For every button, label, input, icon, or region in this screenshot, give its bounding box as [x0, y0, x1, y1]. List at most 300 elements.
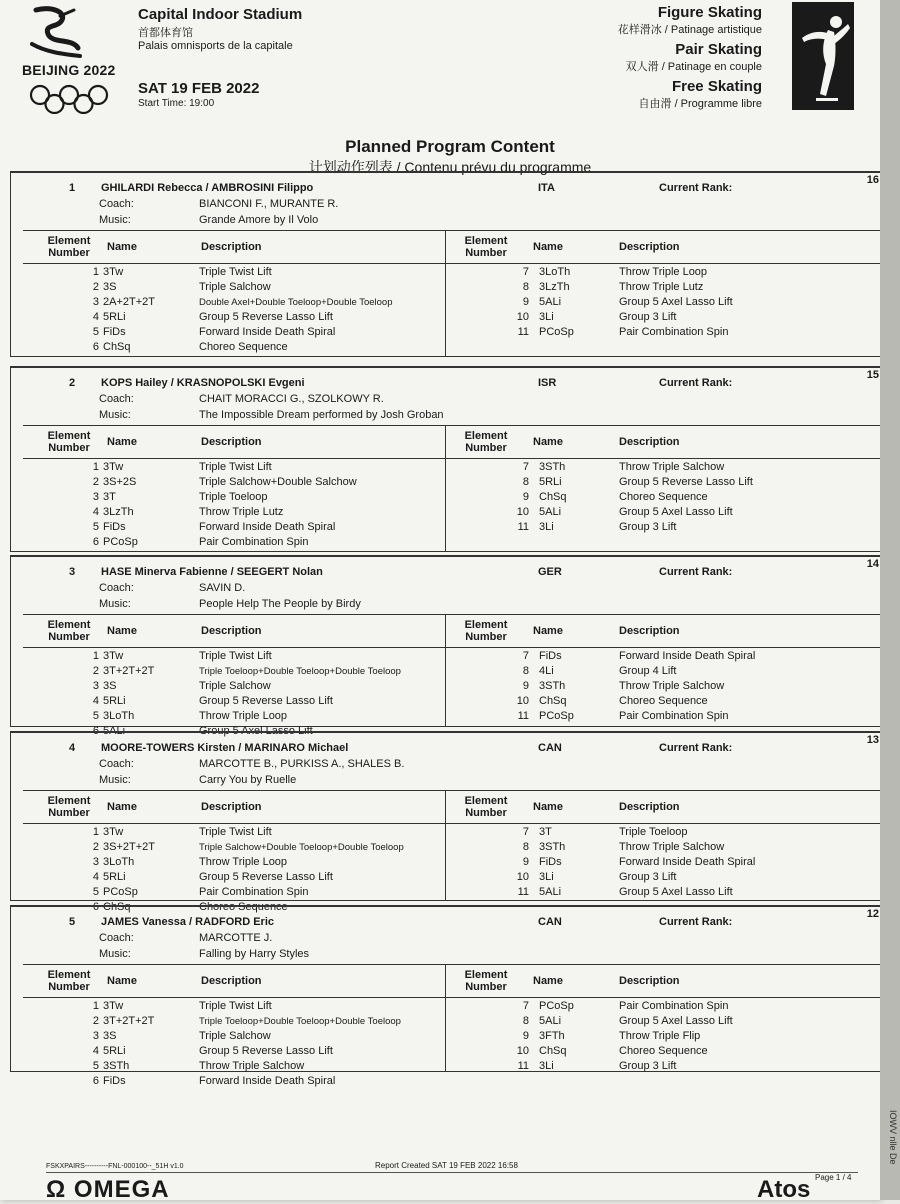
element-code: 2A+2T+2T — [103, 296, 155, 308]
element-description: Throw Triple Lutz — [199, 506, 284, 518]
element-row — [493, 664, 873, 679]
element-code: 3T — [539, 826, 552, 838]
element-number: 5 — [92, 1060, 99, 1072]
element-row — [85, 340, 465, 355]
current-rank-value: 12 — [866, 908, 879, 920]
element-row — [85, 490, 465, 505]
team-name: GHILARDI Rebecca / AMBROSINI Filippo — [101, 182, 314, 194]
team-block — [10, 905, 886, 1087]
element-description: Group 3 Lift — [619, 521, 677, 533]
element-code: ChSq — [539, 491, 567, 503]
element-code: 5ALi — [539, 506, 562, 518]
element-number: 10 — [516, 1045, 529, 1057]
element-number-header: Element Number — [464, 619, 508, 643]
music-label: Music: — [99, 774, 131, 786]
page-edge — [880, 0, 900, 1200]
element-row — [493, 1059, 873, 1074]
description-header: Description — [619, 625, 680, 637]
element-row — [493, 490, 873, 505]
element-code: ChSq — [539, 695, 567, 707]
element-number: 5 — [92, 710, 99, 722]
element-description: Group 5 Axel Lasso Lift — [619, 886, 733, 898]
element-code: 3Tw — [103, 461, 124, 473]
element-code: 3Li — [539, 521, 554, 533]
venue-fr: Palais omnisports de la capitale — [138, 40, 293, 52]
music-value: People Help The People by Birdy — [199, 598, 361, 610]
element-number: 4 — [92, 506, 99, 518]
element-number: 3 — [92, 680, 99, 692]
current-rank-value: 15 — [866, 369, 879, 381]
element-row — [85, 1014, 465, 1029]
team-noc: CAN — [538, 916, 562, 928]
element-row — [85, 505, 465, 520]
element-row — [493, 840, 873, 855]
element-row — [493, 280, 873, 295]
element-description: Throw Triple Loop — [199, 710, 288, 722]
element-number: 1 — [92, 461, 99, 473]
element-code: ChSq — [103, 901, 131, 913]
element-description: Choreo Sequence — [199, 341, 288, 353]
element-row — [85, 1044, 465, 1059]
element-description: Triple Salchow+Double Toeloop+Double Toeloop — [199, 842, 404, 853]
element-number: 9 — [522, 491, 529, 503]
team-block — [10, 731, 886, 913]
element-number-header: Element Number — [464, 235, 508, 259]
element-description: Triple Salchow — [199, 680, 271, 692]
element-description: Group 5 Axel Lasso Lift — [199, 725, 313, 737]
element-number: 11 — [517, 710, 529, 722]
venue-zh: 首都体育馆 — [138, 27, 193, 39]
element-description: Forward Inside Death Spiral — [199, 326, 336, 338]
current-rank-label: Current Rank: — [659, 916, 733, 928]
logo-text: BEIJING 2022 — [22, 62, 116, 78]
olympic-rings-icon — [26, 84, 112, 114]
element-description: Choreo Sequence — [199, 901, 288, 913]
element-number: 4 — [92, 1045, 99, 1057]
element-code: 5ALi — [539, 886, 562, 898]
element-code: 3Tw — [103, 1000, 124, 1012]
element-code: 3T+2T+2T — [103, 665, 155, 677]
element-row — [85, 310, 465, 325]
coach-value: MARCOTTE B., PURKISS A., SHALES B. — [199, 758, 405, 770]
element-row — [493, 520, 873, 535]
element-description: Group 5 Reverse Lasso Lift — [199, 695, 333, 707]
page-number: Page 1 / 4 — [815, 1173, 852, 1182]
element-number-header: Element Number — [464, 430, 508, 454]
element-description: Group 5 Reverse Lasso Lift — [199, 311, 333, 323]
element-number: 7 — [522, 826, 529, 838]
element-number: 8 — [522, 841, 529, 853]
team-start-number: 4 — [69, 742, 76, 754]
name-header: Name — [107, 241, 137, 253]
element-description: Pair Combination Spin — [199, 886, 309, 898]
element-number-header: Element Number — [47, 619, 91, 643]
elements-table — [23, 790, 885, 913]
element-description: Forward Inside Death Spiral — [619, 650, 756, 662]
element-code: 3Li — [539, 871, 554, 883]
element-row — [493, 505, 873, 520]
coach-value: BIANCONI F., MURANTE R. — [199, 198, 339, 210]
element-code: 3S+2T+2T — [103, 841, 155, 853]
element-number: 8 — [522, 281, 529, 293]
element-description: Group 5 Axel Lasso Lift — [619, 1015, 733, 1027]
element-row — [493, 475, 873, 490]
name-header: Name — [533, 975, 563, 987]
element-row — [493, 265, 873, 280]
event-sub: 双人滑 / Patinage en couple — [625, 61, 762, 73]
element-row — [85, 885, 465, 900]
element-code: 3Li — [539, 311, 554, 323]
element-number: 2 — [92, 281, 99, 293]
discipline: Figure Skating — [657, 4, 762, 21]
element-code: 5RLi — [539, 476, 562, 488]
music-label: Music: — [99, 598, 131, 610]
element-description: Group 5 Axel Lasso Lift — [619, 296, 733, 308]
element-description: Group 5 Reverse Lasso Lift — [199, 871, 333, 883]
element-description: Throw Triple Salchow — [199, 1060, 305, 1072]
element-number: 10 — [516, 506, 529, 518]
element-number: 2 — [92, 1015, 99, 1027]
element-number: 1 — [92, 826, 99, 838]
element-row — [493, 310, 873, 325]
description-header: Description — [201, 241, 262, 253]
report-code: FSKXPAIRS----------FNL-000100--_51H v1.0 — [46, 1163, 184, 1170]
element-code: 3FTh — [539, 1030, 565, 1042]
element-description: Group 4 Lift — [619, 665, 677, 677]
current-rank-label: Current Rank: — [659, 377, 733, 389]
element-code: 3LzTh — [103, 506, 134, 518]
element-row — [85, 520, 465, 535]
event-name: Pair Skating — [675, 41, 762, 58]
element-code: 4Li — [539, 665, 554, 677]
element-row — [493, 325, 873, 340]
name-header: Name — [107, 436, 137, 448]
team-start-number: 3 — [69, 566, 76, 578]
element-row — [85, 870, 465, 885]
element-description: Choreo Sequence — [619, 491, 708, 503]
name-header: Name — [533, 436, 563, 448]
element-number: 11 — [517, 521, 529, 533]
element-description: Pair Combination Spin — [619, 710, 729, 722]
element-row — [85, 460, 465, 475]
element-row — [493, 460, 873, 475]
name-header: Name — [533, 801, 563, 813]
element-code: 5RLi — [103, 871, 126, 883]
team-name: HASE Minerva Fabienne / SEEGERT Nolan — [101, 566, 323, 578]
element-code: 3STh — [539, 680, 566, 692]
element-number: 6 — [92, 536, 99, 548]
element-row — [85, 679, 465, 694]
name-header: Name — [107, 801, 137, 813]
current-rank-label: Current Rank: — [659, 742, 733, 754]
element-number: 6 — [92, 901, 99, 913]
element-description: Throw Triple Loop — [199, 856, 288, 868]
element-number: 6 — [92, 725, 99, 737]
element-code: PCoSp — [539, 1000, 574, 1012]
team-name: KOPS Hailey / KRASNOPOLSKI Evgeni — [101, 377, 305, 389]
element-code: ChSq — [539, 1045, 567, 1057]
element-row — [85, 280, 465, 295]
header-divider — [23, 647, 885, 648]
music-value: Carry You by Ruelle — [199, 774, 297, 786]
element-number: 5 — [92, 326, 99, 338]
element-number: 2 — [92, 476, 99, 488]
element-code: 5RLi — [103, 695, 126, 707]
element-code: 5ALi — [539, 1015, 562, 1027]
emblem-icon — [22, 4, 94, 62]
element-number: 9 — [522, 856, 529, 868]
element-description: Pair Combination Spin — [619, 326, 729, 338]
element-row — [493, 1044, 873, 1059]
element-number-header: Element Number — [464, 969, 508, 993]
element-description: Double Axel+Double Toeloop+Double Toeloop — [199, 297, 393, 308]
element-description: Throw Triple Salchow — [619, 680, 725, 692]
coach-label: Coach: — [99, 198, 134, 210]
element-number: 8 — [522, 476, 529, 488]
element-number-header: Element Number — [47, 235, 91, 259]
element-code: 3Tw — [103, 650, 124, 662]
start-time: Start Time: 19:00 — [138, 98, 215, 109]
element-number: 11 — [517, 326, 529, 338]
description-header: Description — [619, 436, 680, 448]
coach-label: Coach: — [99, 393, 134, 405]
team-noc: GER — [538, 566, 562, 578]
team-noc: CAN — [538, 742, 562, 754]
page-title: Planned Program Content — [345, 137, 555, 156]
element-number: 4 — [92, 695, 99, 707]
element-row — [493, 870, 873, 885]
element-code: 3T+2T+2T — [103, 1015, 155, 1027]
element-description: Throw Triple Lutz — [619, 281, 704, 293]
element-code: FiDs — [103, 1075, 126, 1087]
element-row — [493, 1029, 873, 1044]
element-number: 10 — [516, 695, 529, 707]
element-number: 3 — [92, 296, 99, 308]
element-description: Triple Toeloop — [619, 826, 688, 838]
team-noc: ISR — [538, 377, 557, 389]
element-description: Group 3 Lift — [619, 1060, 677, 1072]
discipline-sub: 花样滑冰 / Patinage artistique — [617, 24, 762, 36]
element-number: 9 — [522, 680, 529, 692]
element-number: 11 — [517, 1060, 529, 1072]
element-description: Triple Twist Lift — [199, 461, 272, 473]
name-header: Name — [107, 625, 137, 637]
element-number: 8 — [522, 665, 529, 677]
element-description: Triple Salchow+Double Salchow — [199, 476, 357, 488]
element-code: 3LzTh — [539, 281, 570, 293]
name-header: Name — [107, 975, 137, 987]
element-code: FiDs — [103, 521, 126, 533]
element-number: 4 — [92, 871, 99, 883]
element-description: Triple Twist Lift — [199, 1000, 272, 1012]
element-number: 7 — [522, 461, 529, 473]
element-row — [493, 855, 873, 870]
element-number: 1 — [92, 650, 99, 662]
team-block — [10, 366, 886, 552]
element-description: Triple Twist Lift — [199, 826, 272, 838]
element-description: Group 5 Reverse Lasso Lift — [619, 476, 753, 488]
element-description: Group 5 Reverse Lasso Lift — [199, 1045, 333, 1057]
element-code: 3STh — [539, 841, 566, 853]
element-description: Choreo Sequence — [619, 695, 708, 707]
element-number: 9 — [522, 296, 529, 308]
description-header: Description — [201, 625, 262, 637]
element-description: Forward Inside Death Spiral — [199, 521, 336, 533]
coach-label: Coach: — [99, 758, 134, 770]
venue-en: Capital Indoor Stadium — [138, 6, 303, 23]
element-number-header: Element Number — [47, 795, 91, 819]
omega-logo: Ω OMEGA — [46, 1176, 170, 1203]
element-number: 6 — [92, 1075, 99, 1087]
element-number: 7 — [522, 1000, 529, 1012]
element-row — [85, 664, 465, 679]
element-number: 6 — [92, 341, 99, 353]
element-code: PCoSp — [103, 536, 138, 548]
element-code: 3S — [103, 1030, 117, 1042]
team-name: JAMES Vanessa / RADFORD Eric — [101, 916, 275, 928]
team-block — [10, 555, 886, 737]
element-code: 3S+2S — [103, 476, 137, 488]
element-number: 10 — [516, 871, 529, 883]
coach-label: Coach: — [99, 932, 134, 944]
element-row — [493, 649, 873, 664]
element-row — [85, 535, 465, 550]
header-divider — [23, 823, 885, 824]
element-description: Throw Triple Loop — [619, 266, 708, 278]
element-number-header: Element Number — [464, 795, 508, 819]
elements-table — [23, 964, 885, 1087]
element-row — [85, 709, 465, 724]
element-row — [85, 825, 465, 840]
header-divider — [23, 997, 885, 998]
element-number: 4 — [92, 311, 99, 323]
element-row — [493, 825, 873, 840]
segment-name: Free Skating — [671, 78, 762, 95]
edge-text: IOWV nlle De — [888, 1110, 898, 1165]
element-row — [85, 694, 465, 709]
element-code: 3LoTh — [103, 710, 135, 722]
current-rank-label: Current Rank: — [659, 182, 733, 194]
description-header: Description — [619, 801, 680, 813]
footer-divider — [46, 1172, 858, 1173]
element-code: 3LoTh — [103, 856, 135, 868]
element-description: Triple Salchow — [199, 281, 271, 293]
element-number: 7 — [522, 266, 529, 278]
element-description: Forward Inside Death Spiral — [619, 856, 756, 868]
element-code: 5ALi — [539, 296, 562, 308]
element-row — [85, 295, 465, 310]
header-divider — [23, 263, 885, 264]
element-code: 3LoTh — [539, 266, 571, 278]
element-row — [493, 999, 873, 1014]
current-rank-value: 16 — [866, 174, 879, 186]
element-description: Triple Salchow — [199, 1030, 271, 1042]
report-created: Report Created SAT 19 FEB 2022 16:58 — [375, 1161, 518, 1170]
element-number: 11 — [517, 886, 529, 898]
element-row — [85, 475, 465, 490]
element-number: 2 — [92, 841, 99, 853]
element-code: 5RLi — [103, 311, 126, 323]
music-label: Music: — [99, 214, 131, 226]
element-code: PCoSp — [103, 886, 138, 898]
elements-table — [23, 614, 885, 737]
element-row — [85, 1029, 465, 1044]
music-label: Music: — [99, 948, 131, 960]
current-rank-value: 13 — [866, 734, 879, 746]
element-row — [493, 679, 873, 694]
element-number: 1 — [92, 266, 99, 278]
page-subtitle: 计划动作列表 / Contenu prévu du programme — [308, 159, 592, 175]
element-code: 3Tw — [103, 826, 124, 838]
element-code: FiDs — [539, 856, 562, 868]
element-number: 5 — [92, 886, 99, 898]
element-description: Pair Combination Spin — [199, 536, 309, 548]
music-value: Grande Amore by Il Volo — [199, 214, 319, 226]
element-row — [85, 265, 465, 280]
team-start-number: 2 — [69, 377, 76, 389]
element-description: Triple Toeloop — [199, 491, 268, 503]
music-value: Falling by Harry Styles — [199, 948, 310, 960]
coach-value: MARCOTTE J. — [199, 932, 273, 944]
coach-value: CHAIT MORACCI G., SZOLKOWY R. — [199, 393, 384, 405]
description-header: Description — [201, 975, 262, 987]
name-header: Name — [533, 625, 563, 637]
element-description: Group 3 Lift — [619, 311, 677, 323]
element-description: Forward Inside Death Spiral — [199, 1075, 336, 1087]
element-number-header: Element Number — [47, 430, 91, 454]
element-row — [493, 885, 873, 900]
element-code: 3S — [103, 281, 117, 293]
element-number: 10 — [516, 311, 529, 323]
element-row — [85, 1059, 465, 1074]
discipline-info — [618, 4, 762, 111]
event-date: SAT 19 FEB 2022 — [138, 80, 260, 97]
venue — [138, 6, 302, 52]
element-code: FiDs — [103, 326, 126, 338]
element-code: 3T — [103, 491, 116, 503]
element-row — [493, 709, 873, 724]
element-code: FiDs — [539, 650, 562, 662]
element-code: ChSq — [103, 341, 131, 353]
element-number: 2 — [92, 665, 99, 677]
element-number: 3 — [92, 856, 99, 868]
coach-value: SAVIN D. — [199, 582, 246, 594]
element-code: 3STh — [539, 461, 566, 473]
element-row — [493, 295, 873, 310]
description-header: Description — [619, 241, 680, 253]
team-start-number: 5 — [69, 916, 76, 928]
current-rank-value: 14 — [866, 558, 879, 570]
element-number-header: Element Number — [47, 969, 91, 993]
elements-table — [23, 425, 885, 551]
element-row — [85, 325, 465, 340]
element-number: 9 — [522, 1030, 529, 1042]
atos-logo: Atos — [757, 1176, 811, 1203]
element-code: 5ALi — [103, 725, 126, 737]
element-description: Triple Toeloop+Double Toeloop+Double Toeloop — [199, 666, 401, 677]
element-code: PCoSp — [539, 710, 574, 722]
element-code: PCoSp — [539, 326, 574, 338]
music-label: Music: — [99, 409, 131, 421]
element-description: Triple Twist Lift — [199, 266, 272, 278]
element-number: 3 — [92, 491, 99, 503]
beijing-2022-logo — [22, 4, 122, 114]
element-number: 7 — [522, 650, 529, 662]
element-row — [85, 1074, 465, 1089]
element-code: 3S — [103, 680, 117, 692]
team-name: MOORE-TOWERS Kirsten / MARINARO Michael — [101, 742, 349, 754]
description-header: Description — [619, 975, 680, 987]
